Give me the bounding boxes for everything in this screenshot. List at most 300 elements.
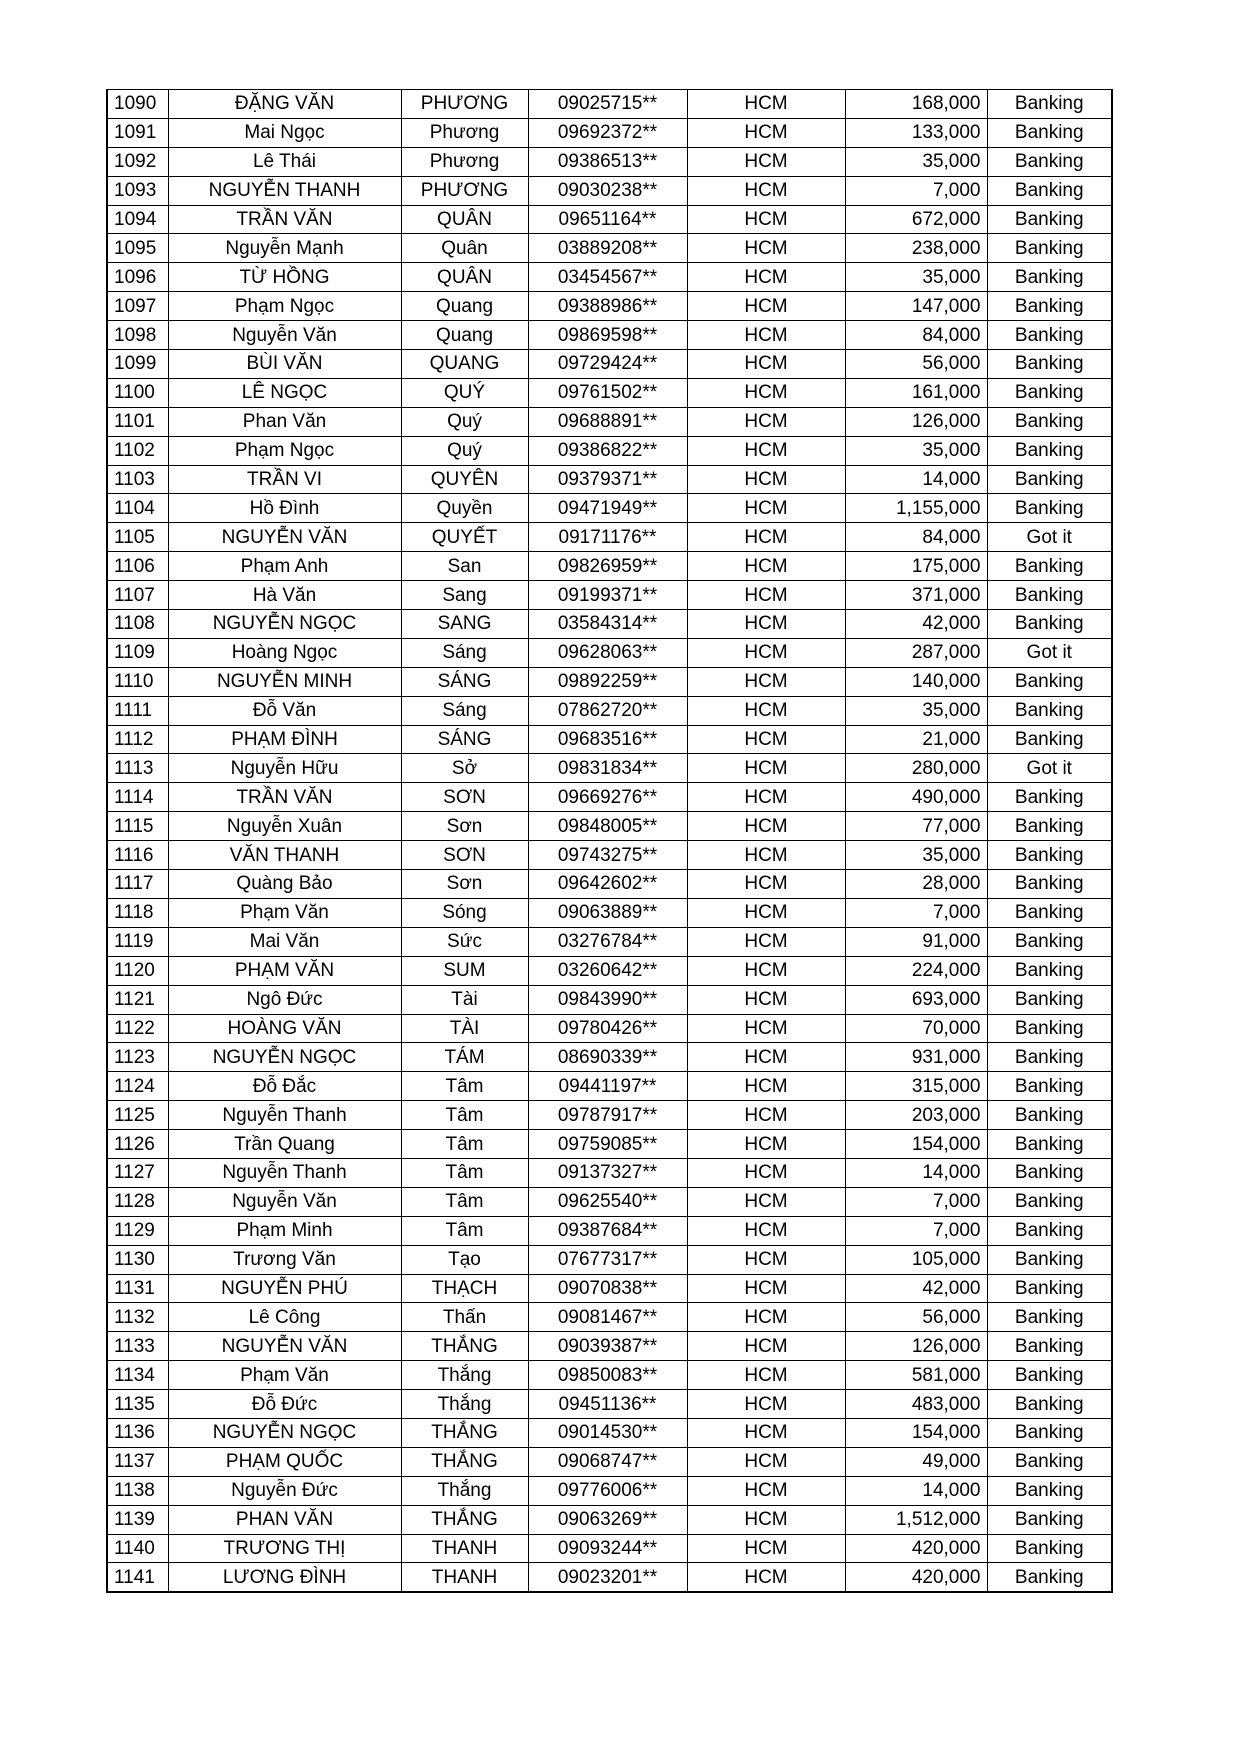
payment-method-cell: Banking bbox=[987, 436, 1112, 465]
amount-cell: 42,000 bbox=[845, 1274, 987, 1303]
payment-method-cell: Banking bbox=[987, 552, 1112, 581]
table-row bbox=[107, 667, 1112, 696]
amount-cell: 931,000 bbox=[845, 1043, 987, 1072]
row-number-cell: 1141 bbox=[107, 1563, 168, 1592]
first-name-cell: San bbox=[401, 552, 528, 581]
first-name-cell: THẮNG bbox=[401, 1332, 528, 1361]
first-name-cell: SƠN bbox=[401, 783, 528, 812]
row-number-cell: 1129 bbox=[107, 1216, 168, 1245]
city-cell: HCM bbox=[687, 1130, 845, 1159]
phone-number-cell: 09787917** bbox=[528, 1101, 687, 1130]
last-middle-name-cell: TRẦN VĂN bbox=[168, 783, 401, 812]
table-body bbox=[107, 90, 1112, 1593]
amount-cell: 203,000 bbox=[845, 1101, 987, 1130]
first-name-cell: Phương bbox=[401, 118, 528, 147]
payment-method-cell: Banking bbox=[987, 176, 1112, 205]
city-cell: HCM bbox=[687, 465, 845, 494]
row-number-cell: 1093 bbox=[107, 176, 168, 205]
amount-cell: 280,000 bbox=[845, 754, 987, 783]
phone-number-cell: 09669276** bbox=[528, 783, 687, 812]
table-row bbox=[107, 898, 1112, 927]
amount-cell: 420,000 bbox=[845, 1563, 987, 1592]
amount-cell: 7,000 bbox=[845, 898, 987, 927]
row-number-cell: 1118 bbox=[107, 898, 168, 927]
last-middle-name-cell: Nguyễn Xuân bbox=[168, 812, 401, 841]
city-cell: HCM bbox=[687, 1303, 845, 1332]
last-middle-name-cell: NGUYỄN THANH bbox=[168, 176, 401, 205]
phone-number-cell: 09761502** bbox=[528, 378, 687, 407]
first-name-cell: Sang bbox=[401, 581, 528, 610]
last-middle-name-cell: Trương Văn bbox=[168, 1245, 401, 1274]
city-cell: HCM bbox=[687, 783, 845, 812]
city-cell: HCM bbox=[687, 1101, 845, 1130]
amount-cell: 56,000 bbox=[845, 1303, 987, 1332]
last-middle-name-cell: Đỗ Đắc bbox=[168, 1072, 401, 1101]
first-name-cell: Quý bbox=[401, 407, 528, 436]
amount-cell: 154,000 bbox=[845, 1130, 987, 1159]
city-cell: HCM bbox=[687, 581, 845, 610]
row-number-cell: 1137 bbox=[107, 1447, 168, 1476]
table-row bbox=[107, 292, 1112, 321]
first-name-cell: PHƯƠNG bbox=[401, 90, 528, 119]
first-name-cell: Tâm bbox=[401, 1130, 528, 1159]
city-cell: HCM bbox=[687, 696, 845, 725]
last-middle-name-cell: NGUYỄN PHÚ bbox=[168, 1274, 401, 1303]
table-row bbox=[107, 1043, 1112, 1072]
payment-method-cell: Got it bbox=[987, 754, 1112, 783]
amount-cell: 224,000 bbox=[845, 956, 987, 985]
first-name-cell: Quý bbox=[401, 436, 528, 465]
last-middle-name-cell: PHẠM VĂN bbox=[168, 956, 401, 985]
phone-number-cell: 09030238** bbox=[528, 176, 687, 205]
last-middle-name-cell: HOÀNG VĂN bbox=[168, 1014, 401, 1043]
row-number-cell: 1109 bbox=[107, 638, 168, 667]
city-cell: HCM bbox=[687, 1072, 845, 1101]
table-row bbox=[107, 407, 1112, 436]
row-number-cell: 1139 bbox=[107, 1505, 168, 1534]
phone-number-cell: 03454567** bbox=[528, 263, 687, 292]
amount-cell: 21,000 bbox=[845, 725, 987, 754]
payment-method-cell: Got it bbox=[987, 523, 1112, 552]
table-row bbox=[107, 841, 1112, 870]
payment-method-cell: Banking bbox=[987, 841, 1112, 870]
table-row bbox=[107, 1014, 1112, 1043]
amount-cell: 672,000 bbox=[845, 205, 987, 234]
phone-number-cell: 09199371** bbox=[528, 581, 687, 610]
first-name-cell: Tâm bbox=[401, 1101, 528, 1130]
last-middle-name-cell: TỪ HỒNG bbox=[168, 263, 401, 292]
amount-cell: 84,000 bbox=[845, 523, 987, 552]
payment-method-cell: Banking bbox=[987, 292, 1112, 321]
row-number-cell: 1092 bbox=[107, 147, 168, 176]
table-row bbox=[107, 927, 1112, 956]
phone-number-cell: 09039387** bbox=[528, 1332, 687, 1361]
city-cell: HCM bbox=[687, 407, 845, 436]
phone-number-cell: 03889208** bbox=[528, 234, 687, 263]
table-row bbox=[107, 1101, 1112, 1130]
payment-method-cell: Banking bbox=[987, 407, 1112, 436]
table-row bbox=[107, 1418, 1112, 1447]
first-name-cell: Thắng bbox=[401, 1390, 528, 1419]
last-middle-name-cell: Nguyễn Thanh bbox=[168, 1101, 401, 1130]
payment-method-cell: Banking bbox=[987, 1332, 1112, 1361]
payment-method-cell: Banking bbox=[987, 667, 1112, 696]
table-row bbox=[107, 1245, 1112, 1274]
row-number-cell: 1116 bbox=[107, 841, 168, 870]
last-middle-name-cell: Nguyễn Hữu bbox=[168, 754, 401, 783]
city-cell: HCM bbox=[687, 552, 845, 581]
first-name-cell: Thắng bbox=[401, 1361, 528, 1390]
last-middle-name-cell: Phan Văn bbox=[168, 407, 401, 436]
row-number-cell: 1105 bbox=[107, 523, 168, 552]
amount-cell: 154,000 bbox=[845, 1418, 987, 1447]
phone-number-cell: 09826959** bbox=[528, 552, 687, 581]
payment-method-cell: Banking bbox=[987, 118, 1112, 147]
first-name-cell: Thắng bbox=[401, 1476, 528, 1505]
city-cell: HCM bbox=[687, 1534, 845, 1563]
first-name-cell: THẮNG bbox=[401, 1505, 528, 1534]
payment-method-cell: Banking bbox=[987, 234, 1112, 263]
payment-method-cell: Banking bbox=[987, 1043, 1112, 1072]
payment-method-cell: Banking bbox=[987, 1361, 1112, 1390]
phone-number-cell: 09070838** bbox=[528, 1274, 687, 1303]
payment-method-cell: Banking bbox=[987, 494, 1112, 523]
phone-number-cell: 09683516** bbox=[528, 725, 687, 754]
phone-number-cell: 09386513** bbox=[528, 147, 687, 176]
first-name-cell: Tâm bbox=[401, 1216, 528, 1245]
last-middle-name-cell: VĂN THANH bbox=[168, 841, 401, 870]
first-name-cell: Tài bbox=[401, 985, 528, 1014]
table-row bbox=[107, 1274, 1112, 1303]
amount-cell: 371,000 bbox=[845, 581, 987, 610]
amount-cell: 147,000 bbox=[845, 292, 987, 321]
row-number-cell: 1119 bbox=[107, 927, 168, 956]
last-middle-name-cell: PHẠM ĐÌNH bbox=[168, 725, 401, 754]
payment-method-cell: Banking bbox=[987, 696, 1112, 725]
payment-method-cell: Banking bbox=[987, 1216, 1112, 1245]
payment-method-cell: Banking bbox=[987, 1418, 1112, 1447]
last-middle-name-cell: Hoàng Ngọc bbox=[168, 638, 401, 667]
last-middle-name-cell: Đỗ Đức bbox=[168, 1390, 401, 1419]
row-number-cell: 1128 bbox=[107, 1187, 168, 1216]
row-number-cell: 1123 bbox=[107, 1043, 168, 1072]
last-middle-name-cell: Mai Ngọc bbox=[168, 118, 401, 147]
payment-method-cell: Banking bbox=[987, 725, 1112, 754]
row-number-cell: 1135 bbox=[107, 1390, 168, 1419]
payment-method-cell: Banking bbox=[987, 1505, 1112, 1534]
amount-cell: 490,000 bbox=[845, 783, 987, 812]
table-row bbox=[107, 870, 1112, 899]
last-middle-name-cell: BÙI VĂN bbox=[168, 350, 401, 379]
row-number-cell: 1113 bbox=[107, 754, 168, 783]
phone-number-cell: 09776006** bbox=[528, 1476, 687, 1505]
phone-number-cell: 09628063** bbox=[528, 638, 687, 667]
phone-number-cell: 09387684** bbox=[528, 1216, 687, 1245]
payment-method-cell: Banking bbox=[987, 1274, 1112, 1303]
row-number-cell: 1107 bbox=[107, 581, 168, 610]
payment-method-cell: Banking bbox=[987, 870, 1112, 899]
city-cell: HCM bbox=[687, 321, 845, 350]
amount-cell: 287,000 bbox=[845, 638, 987, 667]
table-row bbox=[107, 610, 1112, 639]
phone-number-cell: 08690339** bbox=[528, 1043, 687, 1072]
payment-method-cell: Banking bbox=[987, 1447, 1112, 1476]
city-cell: HCM bbox=[687, 898, 845, 927]
payment-method-cell: Banking bbox=[987, 1563, 1112, 1592]
phone-number-cell: 09729424** bbox=[528, 350, 687, 379]
first-name-cell: QUYẾT bbox=[401, 523, 528, 552]
last-middle-name-cell: Nguyễn Mạnh bbox=[168, 234, 401, 263]
first-name-cell: Quang bbox=[401, 292, 528, 321]
last-middle-name-cell: Phạm Ngọc bbox=[168, 292, 401, 321]
first-name-cell: Tâm bbox=[401, 1072, 528, 1101]
last-middle-name-cell: Quàng Bảo bbox=[168, 870, 401, 899]
payment-method-cell: Banking bbox=[987, 898, 1112, 927]
table-row bbox=[107, 1158, 1112, 1187]
first-name-cell: Sức bbox=[401, 927, 528, 956]
payment-method-cell: Banking bbox=[987, 465, 1112, 494]
row-number-cell: 1095 bbox=[107, 234, 168, 263]
first-name-cell: Thấn bbox=[401, 1303, 528, 1332]
city-cell: HCM bbox=[687, 147, 845, 176]
last-middle-name-cell: Hà Văn bbox=[168, 581, 401, 610]
last-middle-name-cell: Phạm Anh bbox=[168, 552, 401, 581]
city-cell: HCM bbox=[687, 1418, 845, 1447]
row-number-cell: 1136 bbox=[107, 1418, 168, 1447]
first-name-cell: Tạo bbox=[401, 1245, 528, 1274]
row-number-cell: 1108 bbox=[107, 610, 168, 639]
city-cell: HCM bbox=[687, 667, 845, 696]
city-cell: HCM bbox=[687, 610, 845, 639]
row-number-cell: 1106 bbox=[107, 552, 168, 581]
payment-method-cell: Banking bbox=[987, 1245, 1112, 1274]
row-number-cell: 1101 bbox=[107, 407, 168, 436]
payment-method-cell: Banking bbox=[987, 1187, 1112, 1216]
last-middle-name-cell: Mai Văn bbox=[168, 927, 401, 956]
table-row bbox=[107, 581, 1112, 610]
row-number-cell: 1130 bbox=[107, 1245, 168, 1274]
payment-method-cell: Banking bbox=[987, 1014, 1112, 1043]
phone-number-cell: 09068747** bbox=[528, 1447, 687, 1476]
last-middle-name-cell: NGUYỄN NGỌC bbox=[168, 1043, 401, 1072]
amount-cell: 693,000 bbox=[845, 985, 987, 1014]
city-cell: HCM bbox=[687, 263, 845, 292]
first-name-cell: Tâm bbox=[401, 1187, 528, 1216]
first-name-cell: QUYÊN bbox=[401, 465, 528, 494]
row-number-cell: 1124 bbox=[107, 1072, 168, 1101]
first-name-cell: THẮNG bbox=[401, 1447, 528, 1476]
amount-cell: 105,000 bbox=[845, 1245, 987, 1274]
first-name-cell: Sơn bbox=[401, 870, 528, 899]
city-cell: HCM bbox=[687, 90, 845, 119]
first-name-cell: PHƯƠNG bbox=[401, 176, 528, 205]
payment-method-cell: Banking bbox=[987, 205, 1112, 234]
first-name-cell: SÁNG bbox=[401, 667, 528, 696]
row-number-cell: 1126 bbox=[107, 1130, 168, 1159]
phone-number-cell: 09379371** bbox=[528, 465, 687, 494]
last-middle-name-cell: LƯƠNG ĐÌNH bbox=[168, 1563, 401, 1592]
amount-cell: 238,000 bbox=[845, 234, 987, 263]
row-number-cell: 1100 bbox=[107, 378, 168, 407]
payment-method-cell: Banking bbox=[987, 263, 1112, 292]
phone-number-cell: 09451136** bbox=[528, 1390, 687, 1419]
payment-method-cell: Banking bbox=[987, 1534, 1112, 1563]
last-middle-name-cell: ĐẶNG VĂN bbox=[168, 90, 401, 119]
table-row bbox=[107, 90, 1112, 119]
phone-number-cell: 09831834** bbox=[528, 754, 687, 783]
payment-method-cell: Banking bbox=[987, 378, 1112, 407]
first-name-cell: QUÂN bbox=[401, 205, 528, 234]
amount-cell: 7,000 bbox=[845, 1187, 987, 1216]
city-cell: HCM bbox=[687, 176, 845, 205]
winner-list-table bbox=[106, 89, 1113, 1593]
phone-number-cell: 09014530** bbox=[528, 1418, 687, 1447]
row-number-cell: 1104 bbox=[107, 494, 168, 523]
table-row bbox=[107, 696, 1112, 725]
first-name-cell: SÁNG bbox=[401, 725, 528, 754]
row-number-cell: 1103 bbox=[107, 465, 168, 494]
row-number-cell: 1098 bbox=[107, 321, 168, 350]
first-name-cell: TÀI bbox=[401, 1014, 528, 1043]
city-cell: HCM bbox=[687, 1216, 845, 1245]
last-middle-name-cell: Nguyễn Văn bbox=[168, 1187, 401, 1216]
phone-number-cell: 09093244** bbox=[528, 1534, 687, 1563]
table-row bbox=[107, 985, 1112, 1014]
city-cell: HCM bbox=[687, 725, 845, 754]
city-cell: HCM bbox=[687, 1158, 845, 1187]
first-name-cell: Phương bbox=[401, 147, 528, 176]
amount-cell: 14,000 bbox=[845, 1476, 987, 1505]
first-name-cell: Quyền bbox=[401, 494, 528, 523]
amount-cell: 70,000 bbox=[845, 1014, 987, 1043]
last-middle-name-cell: NGUYỄN MINH bbox=[168, 667, 401, 696]
amount-cell: 140,000 bbox=[845, 667, 987, 696]
table-row bbox=[107, 783, 1112, 812]
payment-method-cell: Banking bbox=[987, 1476, 1112, 1505]
payment-method-cell: Banking bbox=[987, 1130, 1112, 1159]
row-number-cell: 1122 bbox=[107, 1014, 168, 1043]
amount-cell: 49,000 bbox=[845, 1447, 987, 1476]
city-cell: HCM bbox=[687, 841, 845, 870]
city-cell: HCM bbox=[687, 494, 845, 523]
amount-cell: 7,000 bbox=[845, 176, 987, 205]
table-row bbox=[107, 234, 1112, 263]
amount-cell: 161,000 bbox=[845, 378, 987, 407]
last-middle-name-cell: Phạm Minh bbox=[168, 1216, 401, 1245]
city-cell: HCM bbox=[687, 754, 845, 783]
last-middle-name-cell: PHẠM QUỐC bbox=[168, 1447, 401, 1476]
amount-cell: 35,000 bbox=[845, 841, 987, 870]
row-number-cell: 1114 bbox=[107, 783, 168, 812]
first-name-cell: THẮNG bbox=[401, 1418, 528, 1447]
last-middle-name-cell: LÊ NGỌC bbox=[168, 378, 401, 407]
payment-method-cell: Banking bbox=[987, 1158, 1112, 1187]
table-row bbox=[107, 523, 1112, 552]
payment-method-cell: Banking bbox=[987, 1390, 1112, 1419]
table-row bbox=[107, 205, 1112, 234]
amount-cell: 84,000 bbox=[845, 321, 987, 350]
amount-cell: 1,155,000 bbox=[845, 494, 987, 523]
last-middle-name-cell: TRẦN VĂN bbox=[168, 205, 401, 234]
row-number-cell: 1121 bbox=[107, 985, 168, 1014]
amount-cell: 35,000 bbox=[845, 263, 987, 292]
phone-number-cell: 09850083** bbox=[528, 1361, 687, 1390]
phone-number-cell: 09023201** bbox=[528, 1563, 687, 1592]
first-name-cell: Sáng bbox=[401, 638, 528, 667]
payment-method-cell: Banking bbox=[987, 90, 1112, 119]
phone-number-cell: 09386822** bbox=[528, 436, 687, 465]
phone-number-cell: 03276784** bbox=[528, 927, 687, 956]
amount-cell: 42,000 bbox=[845, 610, 987, 639]
amount-cell: 91,000 bbox=[845, 927, 987, 956]
phone-number-cell: 09869598** bbox=[528, 321, 687, 350]
last-middle-name-cell: Trần Quang bbox=[168, 1130, 401, 1159]
first-name-cell: Sở bbox=[401, 754, 528, 783]
last-middle-name-cell: Nguyễn Đức bbox=[168, 1476, 401, 1505]
first-name-cell: Tâm bbox=[401, 1158, 528, 1187]
city-cell: HCM bbox=[687, 523, 845, 552]
table-row bbox=[107, 1130, 1112, 1159]
payment-method-cell: Banking bbox=[987, 927, 1112, 956]
row-number-cell: 1102 bbox=[107, 436, 168, 465]
table-row bbox=[107, 378, 1112, 407]
phone-number-cell: 09848005** bbox=[528, 812, 687, 841]
phone-number-cell: 09388986** bbox=[528, 292, 687, 321]
row-number-cell: 1117 bbox=[107, 870, 168, 899]
row-number-cell: 1112 bbox=[107, 725, 168, 754]
table-row bbox=[107, 1303, 1112, 1332]
table-row bbox=[107, 147, 1112, 176]
payment-method-cell: Banking bbox=[987, 956, 1112, 985]
amount-cell: 126,000 bbox=[845, 407, 987, 436]
city-cell: HCM bbox=[687, 1563, 845, 1592]
phone-number-cell: 09081467** bbox=[528, 1303, 687, 1332]
first-name-cell: Quân bbox=[401, 234, 528, 263]
first-name-cell: SANG bbox=[401, 610, 528, 639]
city-cell: HCM bbox=[687, 205, 845, 234]
payment-method-cell: Banking bbox=[987, 985, 1112, 1014]
city-cell: HCM bbox=[687, 870, 845, 899]
table-row bbox=[107, 465, 1112, 494]
row-number-cell: 1096 bbox=[107, 263, 168, 292]
amount-cell: 420,000 bbox=[845, 1534, 987, 1563]
city-cell: HCM bbox=[687, 1014, 845, 1043]
table-row bbox=[107, 1563, 1112, 1592]
city-cell: HCM bbox=[687, 1390, 845, 1419]
row-number-cell: 1138 bbox=[107, 1476, 168, 1505]
last-middle-name-cell: TRẦN VI bbox=[168, 465, 401, 494]
first-name-cell: Sơn bbox=[401, 812, 528, 841]
row-number-cell: 1131 bbox=[107, 1274, 168, 1303]
row-number-cell: 1115 bbox=[107, 812, 168, 841]
city-cell: HCM bbox=[687, 1274, 845, 1303]
row-number-cell: 1134 bbox=[107, 1361, 168, 1390]
first-name-cell: THANH bbox=[401, 1534, 528, 1563]
table-row bbox=[107, 812, 1112, 841]
phone-number-cell: 09780426** bbox=[528, 1014, 687, 1043]
table-row bbox=[107, 754, 1112, 783]
table-row bbox=[107, 494, 1112, 523]
amount-cell: 7,000 bbox=[845, 1216, 987, 1245]
payment-method-cell: Banking bbox=[987, 610, 1112, 639]
city-cell: HCM bbox=[687, 956, 845, 985]
last-middle-name-cell: Nguyễn Văn bbox=[168, 321, 401, 350]
last-middle-name-cell: TRƯƠNG THỊ bbox=[168, 1534, 401, 1563]
table-row bbox=[107, 1332, 1112, 1361]
payment-method-cell: Banking bbox=[987, 812, 1112, 841]
last-middle-name-cell: Phạm Ngọc bbox=[168, 436, 401, 465]
phone-number-cell: 07862720** bbox=[528, 696, 687, 725]
